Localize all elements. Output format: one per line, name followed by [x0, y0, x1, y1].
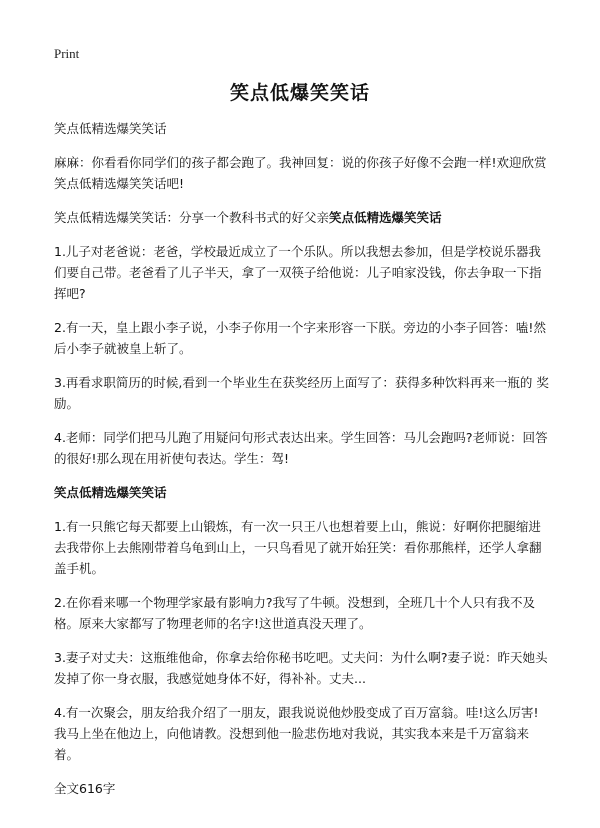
share-bold-text: 笑点低精选爆笑笑话 [329, 210, 442, 225]
joke-paragraph: 4.有一次聚会，朋友给我介绍了一朋友，跟我说说他炒股变成了百万富翁。哇!这么厉害!我马上坐在他边上，向他请教。没想到他一脸悲伤地对我说，其实我本来是千万富翁来着。 [54, 705, 539, 762]
section-heading: 笑点低精选爆笑笑话 [54, 485, 167, 500]
joke-paragraph: 4.老师：同学们把马儿跑了用疑问句形式表达出来。学生回答：马儿会跑吗?老师说：回答的很好!那么现在用祈使句表达。学生：驾! [54, 430, 548, 466]
article-subtitle: 笑点低精选爆笑笑话 [54, 121, 167, 136]
joke-paragraph: 1.有一只熊它每天都要上山锻炼，有一次一只王八也想着要上山，熊说：好啊你把腿缩进去我带你上去熊刚带着乌龟到山上，一只鸟看见了就开始狂笑：看你那熊样，还学人拿翻盖手机。 [54, 519, 542, 576]
intro-paragraph: 麻麻：你看看你同学们的孩子都会跑了。我神回复：说的你孩子好像不会跑一样!欢迎欣赏笑点低精选爆笑笑话吧! [54, 155, 547, 191]
joke-paragraph: 3.再看求职简历的时候,看到一个毕业生在获奖经历上面写了：获得多种饮料再来一瓶的 奖励。 [54, 375, 549, 411]
joke-paragraph: 3.妻子对丈夫：这瓶维他命，你拿去给你秘书吃吧。丈夫问：为什么啊?妻子说：昨天她头发掉了你一身衣服，我感觉她身体不好，得补补。丈夫... [54, 650, 548, 686]
share-prefix-text: 笑点低精选爆笑笑话：分享一个教科书式的好父亲 [54, 210, 330, 225]
article-body [54, 118, 550, 812]
joke-paragraph: 2.有一天，皇上跟小李子说，小李子你用一个字来形容一下朕。旁边的小李子回答：嗑!然后小李子就被皇上斩了。 [54, 320, 546, 356]
share-paragraph [54, 207, 550, 228]
joke-paragraph: 2.在你看来哪一个物理学家最有影响力?我写了牛顿。没想到，全班几十个人只有我不及格。原来大家都写了物理老师的名字!这世道真没天理了。 [54, 595, 536, 631]
joke-paragraph: 1.儿子对老爸说：老爸，学校最近成立了一个乐队。所以我想去参加，但是学校说乐器我们要自己带。老爸看了儿子半天，拿了一双筷子给他说：儿子咱家没钱，你去争取一下指挥吧? [54, 244, 542, 301]
print-link[interactable]: Print [54, 46, 80, 61]
page-title: 笑点低爆笑笑话 [229, 82, 370, 104]
word-count: 全文616字 [54, 781, 116, 796]
